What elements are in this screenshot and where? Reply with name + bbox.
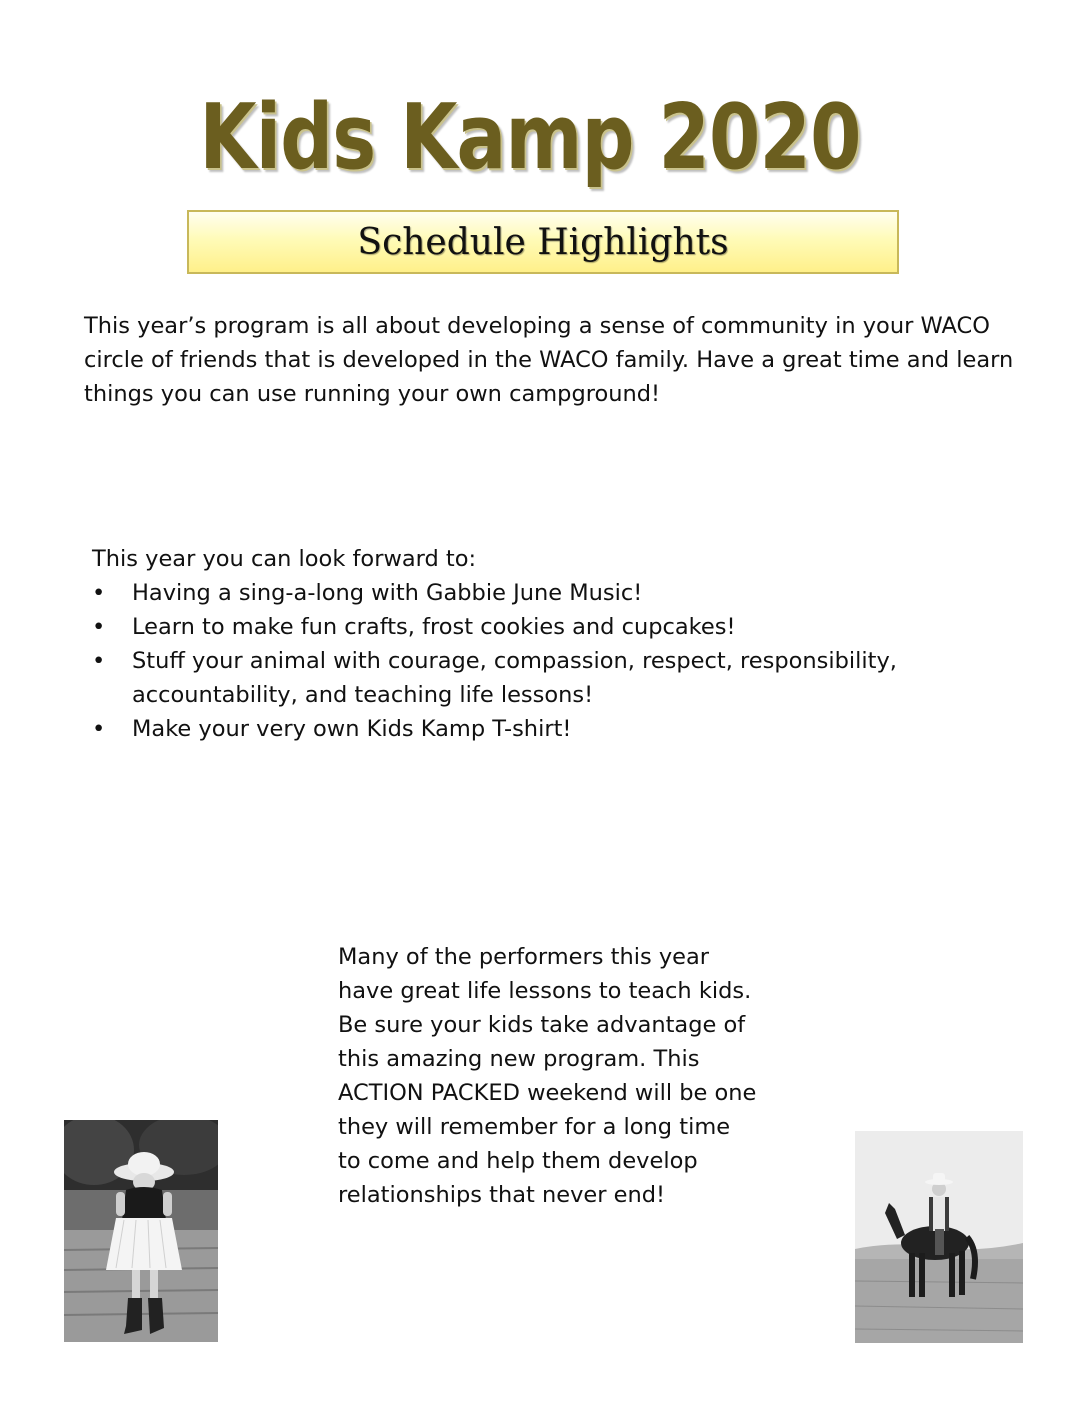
list-item: • Stuff your animal with courage, compassion, respect, responsibility, accountability, and teaching life lessons! [92, 644, 1032, 712]
list-item: • Make your very own Kids Kamp T-shirt! [92, 712, 1032, 746]
girl-in-cowboy-hat-photo [64, 1120, 218, 1342]
highlights-section [92, 542, 1032, 746]
highlights-heading: This year you can look forward to: [92, 546, 477, 572]
bullet-icon: • [92, 614, 106, 640]
page-title: Kids Kamp 2020 [199, 85, 861, 190]
subtitle-banner [187, 210, 899, 274]
bullet-icon: • [92, 648, 106, 674]
list-item: • Learn to make fun crafts, frost cookies and cupcakes! [92, 610, 1032, 644]
bullet-icon: • [92, 580, 106, 606]
subtitle: Schedule Highlights [357, 221, 729, 263]
intro-paragraph: This year’s program is all about developing a sense of community in your WACO circle of friends that is developed in the WACO family. Have a great time and learn things you can use running your own campground! [84, 313, 1014, 407]
bullet-icon: • [92, 716, 106, 742]
cowboy-on-horse-photo [855, 1131, 1023, 1343]
list-item: • Having a sing-a-long with Gabbie June Music! [92, 576, 1032, 610]
highlights-list [92, 576, 1032, 746]
performers-paragraph: Many of the performers this year have great life lessons to teach kids. Be sure your kids take advantage of this amazing new program. This ACTION PACKED weekend will be one they will remember for a long time to come and help them develop relationships that never end! [338, 944, 757, 1208]
